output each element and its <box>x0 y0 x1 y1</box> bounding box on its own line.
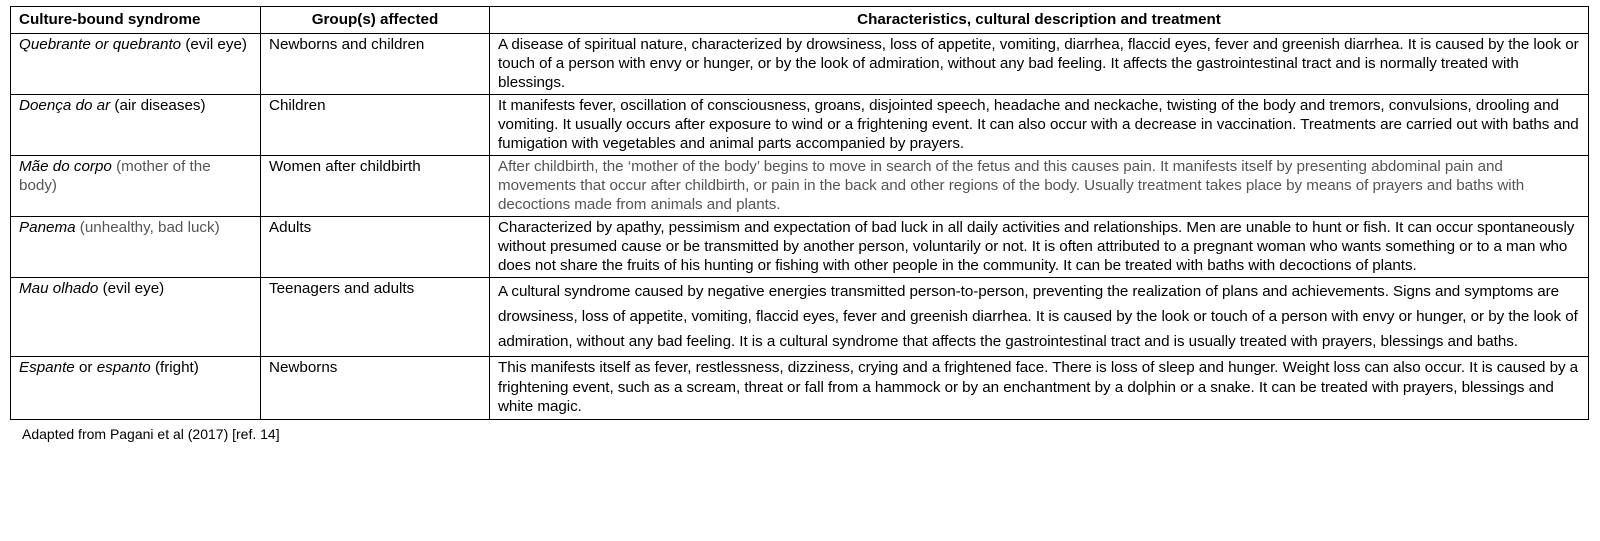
table-row <box>11 217 1589 278</box>
syndrome-name-italic-alt: espanto <box>96 359 151 376</box>
table-row <box>11 357 1589 420</box>
description-cell: After childbirth, the ‘mother of the body’ begins to move in search of the fetus and this causes pain. It manifests itself by presenting abdominal pain and movements that occur after childbirth, or pain in the back and other regions of the body. Usually treatment takes place by means of prayers and baths with decoctions made from animals and plants. <box>490 156 1589 217</box>
syndrome-name-italic: Espante <box>19 359 75 376</box>
syndrome-name-cell <box>11 95 261 156</box>
header-syndrome: Culture-bound syndrome <box>11 7 261 34</box>
syndrome-name-gloss: (mother of the body) <box>19 158 211 194</box>
header-group: Group(s) affected <box>261 7 490 34</box>
syndrome-name-gloss: (evil eye) <box>181 36 247 53</box>
syndrome-name-gloss: (unhealthy, bad luck) <box>75 219 220 236</box>
description-cell: This manifests itself as fever, restlessness, dizziness, crying and a frightened face. There is loss of sleep and hunger. Weight loss can also occur. It is caused by a frightening event, such as a scream, threat or fall from a hammock or by an enchantment by a dolphin or a snake. It can be treated with prayers, blessings and white magic. <box>490 357 1589 420</box>
group-cell: Adults <box>261 217 490 278</box>
syndrome-name-italic: Panema <box>19 219 76 236</box>
group-cell: Teenagers and adults <box>261 278 490 357</box>
syndrome-name-gloss: (evil eye) <box>98 280 165 297</box>
syndrome-name-italic: Mãe do corpo <box>19 158 112 175</box>
table-row <box>11 278 1589 357</box>
syndrome-name-connector: or <box>74 359 97 376</box>
syndrome-name-cell <box>11 156 261 217</box>
syndrome-name-gloss: (fright) <box>150 359 199 376</box>
table-row <box>11 95 1589 156</box>
table-footnote: Adapted from Pagani et al (2017) [ref. 14] <box>22 425 280 442</box>
syndrome-name-cell <box>11 357 261 420</box>
header-description: Characteristics, cultural description and treatment <box>490 7 1589 34</box>
group-cell: Newborns <box>261 357 490 420</box>
description-cell: Characterized by apathy, pessimism and expectation of bad luck in all daily activities and relationships. Men are unable to hunt or fish. It can occur spontaneously without presumed cause or be transmitted by another person, voluntarily or not. It is often attributed to a pregnant woman who wants something or to a man who does not share the fruits of his hunting or fishing with other people in the community. It can be treated with baths with decoctions of plants. <box>490 217 1589 278</box>
group-cell: Newborns and children <box>261 34 490 95</box>
syndrome-name-cell <box>11 278 261 357</box>
description-cell: A disease of spiritual nature, characterized by drowsiness, loss of appetite, vomiting, diarrhea, flaccid eyes, fever and greenish diarrhea. It is caused by the look or touch of a person with envy or hunger, or by the look of admiration, without any bad feeling. It affects the gastrointestinal tract and is normally treated with blessings. <box>490 34 1589 95</box>
table-row <box>11 156 1589 217</box>
syndrome-name-cell <box>11 34 261 95</box>
syndrome-name-gloss: (air diseases) <box>110 97 206 114</box>
table-header-row <box>11 7 1589 34</box>
group-cell: Children <box>261 95 490 156</box>
description-cell: A cultural syndrome caused by negative energies transmitted person-to-person, preventing the realization of plans and achievements. Signs and symptoms are drowsiness, loss of appetite, vomiting, flaccid eyes, fever and greenish diarrhea. It is caused by the look or touch of a person with envy or hunger, or by the look of admiration, without any bad feeling. It is a cultural syndrome that affects the gastrointestinal tract and is usually treated with prayers, blessings and baths. <box>490 278 1589 357</box>
table-row <box>11 34 1589 95</box>
syndrome-name-italic: Mau olhado <box>19 280 99 297</box>
group-cell: Women after childbirth <box>261 156 490 217</box>
syndrome-name-italic: Quebrante or quebranto <box>19 36 182 53</box>
description-cell: It manifests fever, oscillation of consciousness, groans, disjointed speech, headache and neckache, twisting of the body and tremors, convulsions, drooling and vomiting. It usually occurs after exposure to wind or a frightening event. It can also occur with a decrease in vaccination. Treatments are carried out with baths and fumigation with vegetables and animal parts accompanied by prayers. <box>490 95 1589 156</box>
culture-bound-syndromes-table <box>10 6 1589 420</box>
syndrome-name-italic: Doença do ar <box>19 97 111 114</box>
syndrome-name-cell <box>11 217 261 278</box>
